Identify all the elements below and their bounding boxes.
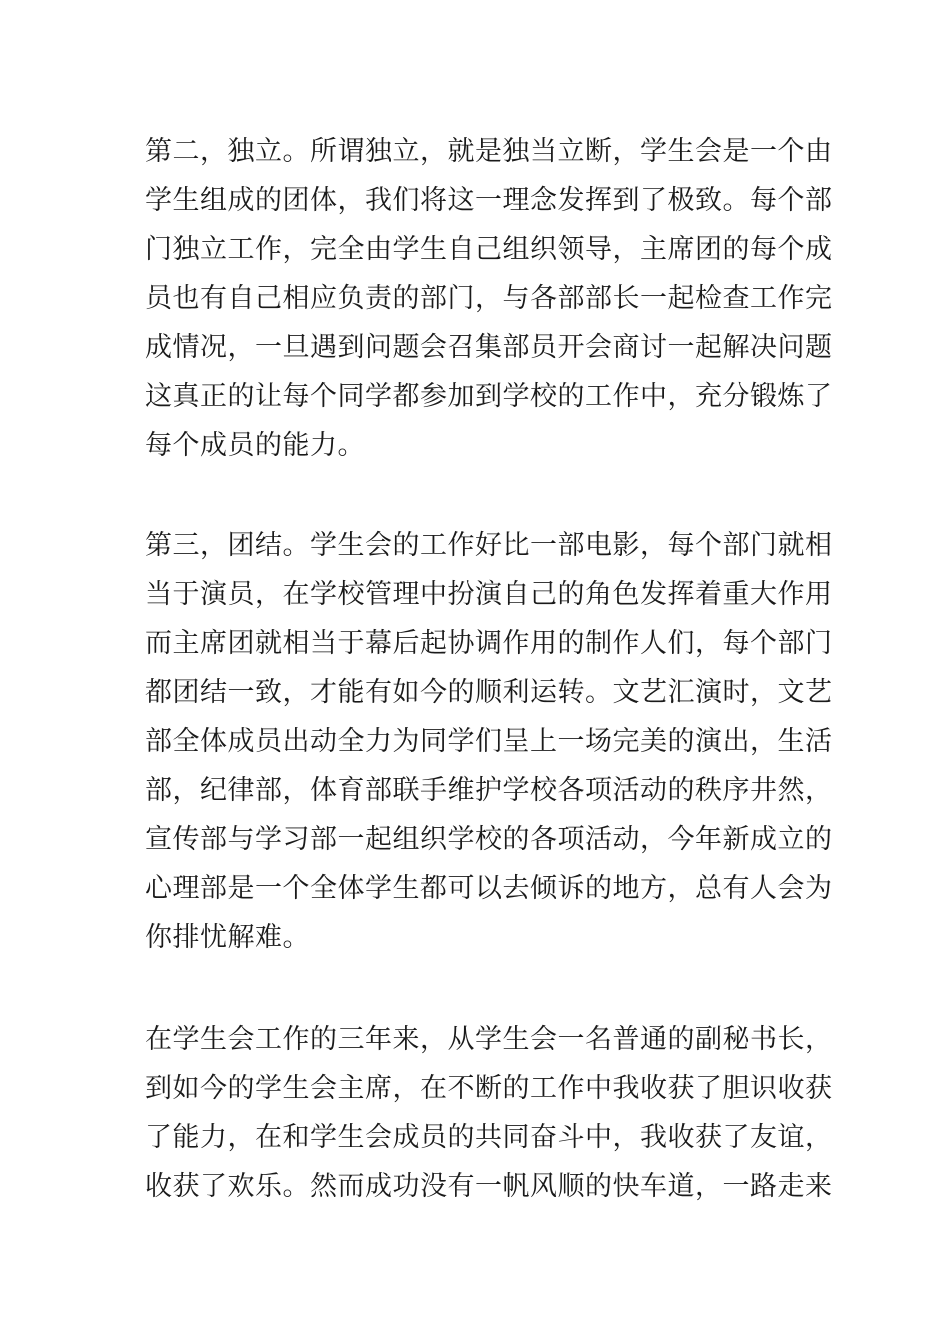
text-line: 这真正的让每个同学都参加到学校的工作中，充分锻炼了: [145, 381, 833, 412]
text-line: 了能力，在和学生会成员的共同奋斗中，我收获了友谊，: [145, 1122, 833, 1153]
text-line: 部，纪律部，体育部联手维护学校各项活动的秩序井然，: [145, 775, 833, 806]
text-line: 第二，独立。所谓独立，就是独当立断，学生会是一个由: [145, 136, 833, 167]
text-line: 门独立工作，完全由学生自己组织领导，主席团的每个成: [145, 234, 833, 265]
text-line: 到如今的学生会主席，在不断的工作中我收获了胆识收获: [145, 1073, 833, 1104]
text-line: 收获了欢乐。然而成功没有一帆风顺的快车道，一路走来: [145, 1171, 833, 1202]
paragraph-unity: [145, 521, 833, 1011]
text-line: 心理部是一个全体学生都可以去倾诉的地方，总有人会为: [145, 873, 833, 904]
text-line: 部全体成员出动全力为同学们呈上一场完美的演出，生活: [145, 726, 833, 757]
text-line: 第三，团结。学生会的工作好比一部电影，每个部门就相: [145, 530, 833, 561]
paragraph-three-years: [145, 1015, 833, 1211]
text-line: 每个成员的能力。: [145, 430, 365, 461]
text-line: 你排忧解难。: [145, 922, 310, 953]
text-line: 员也有自己相应负责的部门，与各部部长一起检查工作完: [145, 283, 833, 314]
text-line: 当于演员，在学校管理中扮演自己的角色发挥着重大作用: [145, 579, 833, 610]
text-line: 而主席团就相当于幕后起协调作用的制作人们，每个部门: [145, 628, 833, 659]
text-line: 都团结一致，才能有如今的顺利运转。文艺汇演时，文艺: [145, 677, 833, 708]
text-line: 在学生会工作的三年来，从学生会一名普通的副秘书长，: [145, 1024, 833, 1055]
paragraph-independence: [145, 127, 833, 470]
text-line: 宣传部与学习部一起组织学校的各项活动，今年新成立的: [145, 824, 833, 855]
text-line: 学生组成的团体，我们将这一理念发挥到了极致。每个部: [145, 185, 833, 216]
text-line: [145, 962, 815, 1011]
text-line: 成情况，一旦遇到问题会召集部员开会商讨一起解决问题: [145, 332, 833, 363]
